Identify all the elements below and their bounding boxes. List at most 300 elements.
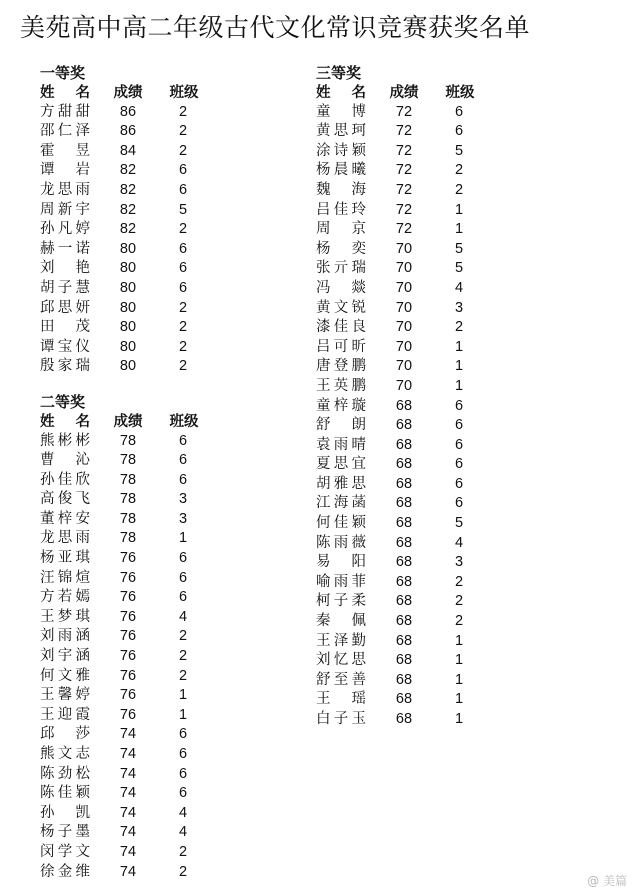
winner-score: 74 [119, 785, 137, 802]
table-row [40, 299, 240, 319]
winner-name: 田茂 [40, 319, 90, 336]
winner-name: 邱莎 [40, 726, 90, 743]
winner-class: 6 [454, 103, 464, 120]
winner-class: 1 [454, 221, 464, 238]
winner-class: 3 [454, 554, 464, 571]
winner-name: 周京 [316, 221, 366, 238]
table-row [40, 338, 240, 358]
winner-class: 2 [178, 123, 188, 140]
table-row [40, 725, 240, 745]
table-row [316, 710, 516, 730]
winner-name: 刘宇涵 [40, 648, 90, 665]
header-class: 班级 [445, 84, 475, 101]
winner-name: 王迎霞 [40, 706, 90, 723]
table-row [316, 318, 516, 338]
table-row [316, 279, 516, 299]
winner-name: 王瑶 [316, 691, 366, 708]
winner-name: 夏思宜 [316, 456, 366, 473]
table-row [40, 122, 240, 142]
winner-class: 6 [178, 240, 188, 257]
table-row [316, 514, 516, 534]
first-prize-title: 一等奖 [40, 64, 86, 82]
winner-class: 4 [178, 824, 188, 841]
header-score: 成绩 [113, 412, 143, 430]
winner-score: 74 [119, 746, 137, 762]
table-row [316, 632, 516, 652]
table-row [316, 259, 516, 279]
table-row [40, 201, 240, 221]
winner-score: 68 [395, 554, 413, 571]
second-prize-rows [40, 432, 240, 883]
winner-score: 72 [395, 123, 413, 140]
winner-class: 6 [178, 260, 188, 277]
winner-name: 熊文志 [40, 746, 90, 762]
winner-class: 2 [454, 162, 464, 179]
winner-class: 2 [178, 142, 188, 159]
winner-score: 80 [119, 240, 137, 257]
winner-score: 76 [119, 667, 137, 684]
winner-class: 4 [454, 279, 464, 296]
winner-class: 6 [454, 397, 464, 414]
winner-name: 吕佳玲 [316, 201, 366, 218]
winner-score: 82 [119, 181, 137, 198]
winner-score: 68 [395, 652, 413, 669]
winner-score: 80 [119, 338, 137, 355]
winner-class: 6 [178, 589, 188, 606]
winner-score: 70 [395, 338, 413, 355]
winner-score: 76 [119, 589, 137, 606]
winner-name: 柯子柔 [316, 593, 366, 610]
winner-class: 6 [178, 181, 188, 198]
winner-score: 80 [119, 358, 137, 375]
second-prize-section [40, 392, 240, 882]
table-row [316, 122, 516, 142]
table-row [40, 318, 240, 338]
table-row [316, 573, 516, 593]
winner-class: 2 [454, 613, 464, 630]
winner-score: 78 [119, 432, 137, 449]
winner-class: 6 [454, 436, 464, 453]
header-class: 班级 [169, 412, 199, 430]
winner-name: 徐金维 [40, 863, 90, 880]
table-row [40, 142, 240, 162]
winner-score: 76 [119, 550, 137, 567]
winner-score: 74 [119, 863, 137, 880]
winner-class: 6 [454, 495, 464, 512]
header-name: 姓名 [40, 84, 90, 101]
table-row [40, 549, 240, 569]
winner-class: 2 [178, 221, 188, 238]
winner-score: 78 [119, 510, 137, 527]
winner-name: 白子玉 [316, 711, 366, 727]
winner-name: 刘艳 [40, 260, 90, 277]
table-row [40, 220, 240, 240]
winner-score: 76 [119, 608, 137, 625]
winner-class: 6 [178, 432, 188, 449]
winner-class: 6 [454, 475, 464, 492]
winner-class: 6 [178, 765, 188, 782]
winner-name: 杨晨曦 [316, 162, 366, 179]
winner-score: 70 [395, 240, 413, 257]
winner-class: 1 [454, 632, 464, 649]
winner-class: 3 [178, 491, 188, 508]
table-row [316, 220, 516, 240]
winner-name: 邵仁泽 [40, 123, 90, 140]
table-row [40, 823, 240, 843]
table-row [316, 240, 516, 260]
page-title: 美苑高中高二年级古代文化常识竞赛获奖名单 [20, 13, 531, 42]
winner-score: 82 [119, 221, 137, 238]
winner-name: 冯燚 [316, 279, 366, 296]
table-row [316, 494, 516, 514]
winner-score: 80 [119, 299, 137, 316]
winner-score: 80 [119, 260, 137, 277]
table-row [40, 259, 240, 279]
winner-name: 王馨婷 [40, 687, 90, 704]
winner-class: 4 [178, 804, 188, 821]
winner-class: 6 [178, 726, 188, 743]
winner-score: 68 [395, 436, 413, 453]
winner-name: 涂诗颖 [316, 142, 366, 159]
winner-name: 黄文锐 [316, 299, 366, 316]
winner-name: 谭岩 [40, 162, 90, 179]
table-row [40, 181, 240, 201]
header-name: 姓名 [316, 84, 366, 101]
winner-name: 胡子慧 [40, 279, 90, 296]
left-column [40, 63, 240, 882]
table-row [40, 686, 240, 706]
winner-name: 胡雅思 [316, 475, 366, 492]
table-row [40, 451, 240, 471]
header-name: 姓名 [40, 412, 90, 430]
table-row [316, 475, 516, 495]
winner-class: 1 [454, 671, 464, 688]
winner-class: 6 [178, 569, 188, 586]
winner-name: 童梓璇 [316, 397, 366, 414]
winner-score: 72 [395, 162, 413, 179]
winner-class: 2 [454, 573, 464, 590]
winner-name: 闵学文 [40, 843, 90, 860]
winner-score: 70 [395, 260, 413, 277]
winner-class: 2 [454, 593, 464, 610]
winner-class: 1 [454, 652, 464, 669]
winner-score: 72 [395, 221, 413, 238]
table-row [316, 690, 516, 710]
winner-name: 方若嫣 [40, 589, 90, 606]
winner-score: 68 [395, 397, 413, 414]
winner-score: 68 [395, 475, 413, 492]
winner-class: 5 [178, 201, 188, 218]
table-row [316, 161, 516, 181]
winner-score: 68 [395, 593, 413, 610]
winner-class: 3 [178, 510, 188, 527]
watermark: @ 美篇 [587, 874, 627, 888]
winner-name: 童博 [316, 103, 366, 120]
third-prize-section [316, 63, 516, 730]
winner-name: 杨奕 [316, 240, 366, 257]
third-prize-header [316, 83, 516, 103]
winner-name: 袁雨晴 [316, 436, 366, 453]
winner-name: 何佳颖 [316, 515, 366, 532]
table-row [40, 161, 240, 181]
winner-class: 1 [178, 687, 188, 704]
table-row [316, 612, 516, 632]
winner-score: 70 [395, 279, 413, 296]
winner-name: 龙思雨 [40, 181, 90, 198]
table-row [40, 240, 240, 260]
table-row [40, 843, 240, 863]
winner-score: 84 [119, 142, 137, 159]
winner-name: 刘雨涵 [40, 628, 90, 645]
table-row [316, 534, 516, 554]
winner-class: 6 [178, 279, 188, 296]
header-score: 成绩 [113, 84, 143, 101]
winner-class: 2 [178, 863, 188, 880]
winner-score: 78 [119, 471, 137, 488]
table-row [40, 765, 240, 785]
winner-class: 2 [178, 299, 188, 316]
winner-name: 董梓安 [40, 510, 90, 527]
winner-score: 68 [395, 417, 413, 434]
winner-name: 易阳 [316, 554, 366, 571]
table-row [316, 592, 516, 612]
table-row [40, 667, 240, 687]
winner-class: 6 [178, 162, 188, 179]
winner-class: 2 [178, 103, 188, 120]
winner-score: 70 [395, 377, 413, 394]
winner-name: 高俊飞 [40, 491, 90, 508]
table-row [316, 201, 516, 221]
winner-score: 70 [395, 319, 413, 336]
winner-score: 78 [119, 491, 137, 508]
winner-class: 1 [454, 711, 464, 727]
table-row [40, 432, 240, 452]
winner-name: 曹沁 [40, 452, 90, 469]
winner-score: 68 [395, 573, 413, 590]
winner-name: 孙凡婷 [40, 221, 90, 238]
first-prize-rows [40, 103, 240, 377]
third-prize-rows [316, 103, 516, 730]
winner-score: 80 [119, 279, 137, 296]
winner-name: 唐登鹏 [316, 358, 366, 375]
winner-score: 68 [395, 495, 413, 512]
winner-name: 漆佳良 [316, 319, 366, 336]
winner-class: 1 [454, 691, 464, 708]
winner-name: 张亓瑞 [316, 260, 366, 277]
right-column [316, 63, 516, 730]
winner-score: 76 [119, 628, 137, 645]
winner-score: 76 [119, 706, 137, 723]
winner-score: 80 [119, 319, 137, 336]
winner-score: 74 [119, 824, 137, 841]
winner-name: 陈劲松 [40, 765, 90, 782]
winner-class: 2 [178, 648, 188, 665]
winner-score: 74 [119, 726, 137, 743]
header-score: 成绩 [389, 84, 419, 101]
table-row [40, 608, 240, 628]
winner-class: 1 [454, 338, 464, 355]
winner-score: 76 [119, 569, 137, 586]
winner-class: 1 [178, 706, 188, 723]
table-row [40, 863, 240, 883]
table-row [316, 299, 516, 319]
table-row [316, 377, 516, 397]
table-row [40, 529, 240, 549]
winner-name: 魏海 [316, 181, 366, 198]
winner-class: 2 [178, 338, 188, 355]
table-row [316, 455, 516, 475]
winner-score: 74 [119, 765, 137, 782]
table-row [316, 338, 516, 358]
winner-class: 1 [178, 530, 188, 547]
winner-name: 霍昱 [40, 142, 90, 159]
winner-name: 何文雅 [40, 667, 90, 684]
winner-class: 1 [454, 201, 464, 218]
table-row [316, 671, 516, 691]
winner-score: 72 [395, 201, 413, 218]
winner-class: 2 [178, 843, 188, 860]
winner-score: 86 [119, 103, 137, 120]
winner-class: 6 [454, 417, 464, 434]
table-row [316, 357, 516, 377]
winner-score: 72 [395, 181, 413, 198]
winner-class: 5 [454, 142, 464, 159]
first-prize-section [40, 63, 240, 377]
table-row [40, 569, 240, 589]
table-row [40, 588, 240, 608]
winner-score: 68 [395, 632, 413, 649]
winner-class: 6 [178, 746, 188, 762]
winner-name: 秦佩 [316, 613, 366, 630]
winner-name: 龙思雨 [40, 530, 90, 547]
table-row [40, 510, 240, 530]
table-row [316, 416, 516, 436]
table-row [40, 471, 240, 491]
winner-name: 邱思妍 [40, 299, 90, 316]
winner-name: 孙佳欣 [40, 471, 90, 488]
winner-score: 68 [395, 515, 413, 532]
winner-class: 4 [454, 534, 464, 551]
winner-score: 82 [119, 201, 137, 218]
table-row [40, 706, 240, 726]
winner-name: 王英鹏 [316, 377, 366, 394]
header-class: 班级 [169, 84, 199, 101]
table-row [40, 745, 240, 765]
table-row [316, 181, 516, 201]
winner-class: 6 [178, 785, 188, 802]
table-row [40, 279, 240, 299]
winner-class: 5 [454, 515, 464, 532]
winner-name: 方甜甜 [40, 103, 90, 120]
winner-class: 2 [178, 667, 188, 684]
winner-name: 王泽勤 [316, 632, 366, 649]
second-prize-header [40, 412, 240, 432]
winner-name: 陈佳颖 [40, 785, 90, 802]
table-row [40, 490, 240, 510]
table-row [316, 142, 516, 162]
table-row [40, 627, 240, 647]
second-prize-title: 二等奖 [40, 392, 86, 411]
winner-name: 舒至善 [316, 671, 366, 688]
winner-score: 74 [119, 804, 137, 821]
winner-class: 2 [178, 319, 188, 336]
winner-score: 78 [119, 530, 137, 547]
winner-class: 6 [178, 471, 188, 488]
table-row [40, 784, 240, 804]
table-row [40, 804, 240, 824]
winner-name: 江海菡 [316, 495, 366, 512]
winner-name: 吕可昕 [316, 338, 366, 355]
winner-class: 1 [454, 377, 464, 394]
table-row [40, 647, 240, 667]
table-row [316, 397, 516, 417]
winner-name: 孙凯 [40, 804, 90, 821]
winner-name: 周新宇 [40, 201, 90, 218]
winner-name: 杨亚琪 [40, 550, 90, 567]
winner-class: 2 [454, 181, 464, 198]
winner-score: 78 [119, 452, 137, 469]
first-prize-header [40, 83, 240, 103]
winner-class: 6 [178, 452, 188, 469]
table-row [316, 651, 516, 671]
winner-name: 杨子墨 [40, 824, 90, 841]
winner-score: 68 [395, 534, 413, 551]
winner-name: 汪锦煊 [40, 569, 90, 586]
winner-score: 72 [395, 142, 413, 159]
winner-name: 黄思珂 [316, 123, 366, 140]
winner-name: 赫一诺 [40, 240, 90, 257]
winner-score: 82 [119, 162, 137, 179]
winner-name: 谭宝仪 [40, 338, 90, 355]
winner-score: 74 [119, 843, 137, 860]
table-row [316, 553, 516, 573]
winner-score: 68 [395, 691, 413, 708]
table-row [40, 357, 240, 377]
winner-class: 5 [454, 240, 464, 257]
winner-class: 1 [454, 358, 464, 375]
winner-class: 2 [178, 628, 188, 645]
winner-class: 5 [454, 260, 464, 277]
winner-name: 王梦琪 [40, 608, 90, 625]
table-row [316, 103, 516, 123]
winner-score: 68 [395, 456, 413, 473]
table-row [316, 436, 516, 456]
winner-class: 3 [454, 299, 464, 316]
winner-score: 68 [395, 671, 413, 688]
winner-class: 6 [178, 550, 188, 567]
winner-class: 2 [454, 319, 464, 336]
winner-score: 68 [395, 711, 413, 727]
winner-class: 4 [178, 608, 188, 625]
winner-name: 喻雨菲 [316, 573, 366, 590]
third-prize-title: 三等奖 [316, 64, 362, 82]
winner-name: 陈雨薇 [316, 534, 366, 551]
winner-score: 70 [395, 358, 413, 375]
winner-score: 86 [119, 123, 137, 140]
winner-score: 76 [119, 687, 137, 704]
winner-score: 68 [395, 613, 413, 630]
winner-score: 70 [395, 299, 413, 316]
winner-name: 熊彬彬 [40, 432, 90, 449]
winner-score: 76 [119, 648, 137, 665]
winner-class: 2 [178, 358, 188, 375]
winner-name: 刘忆思 [316, 652, 366, 669]
winner-score: 72 [395, 103, 413, 120]
winner-name: 殷家瑞 [40, 358, 90, 375]
winner-name: 舒朗 [316, 417, 366, 434]
winner-class: 6 [454, 456, 464, 473]
winner-class: 6 [454, 123, 464, 140]
